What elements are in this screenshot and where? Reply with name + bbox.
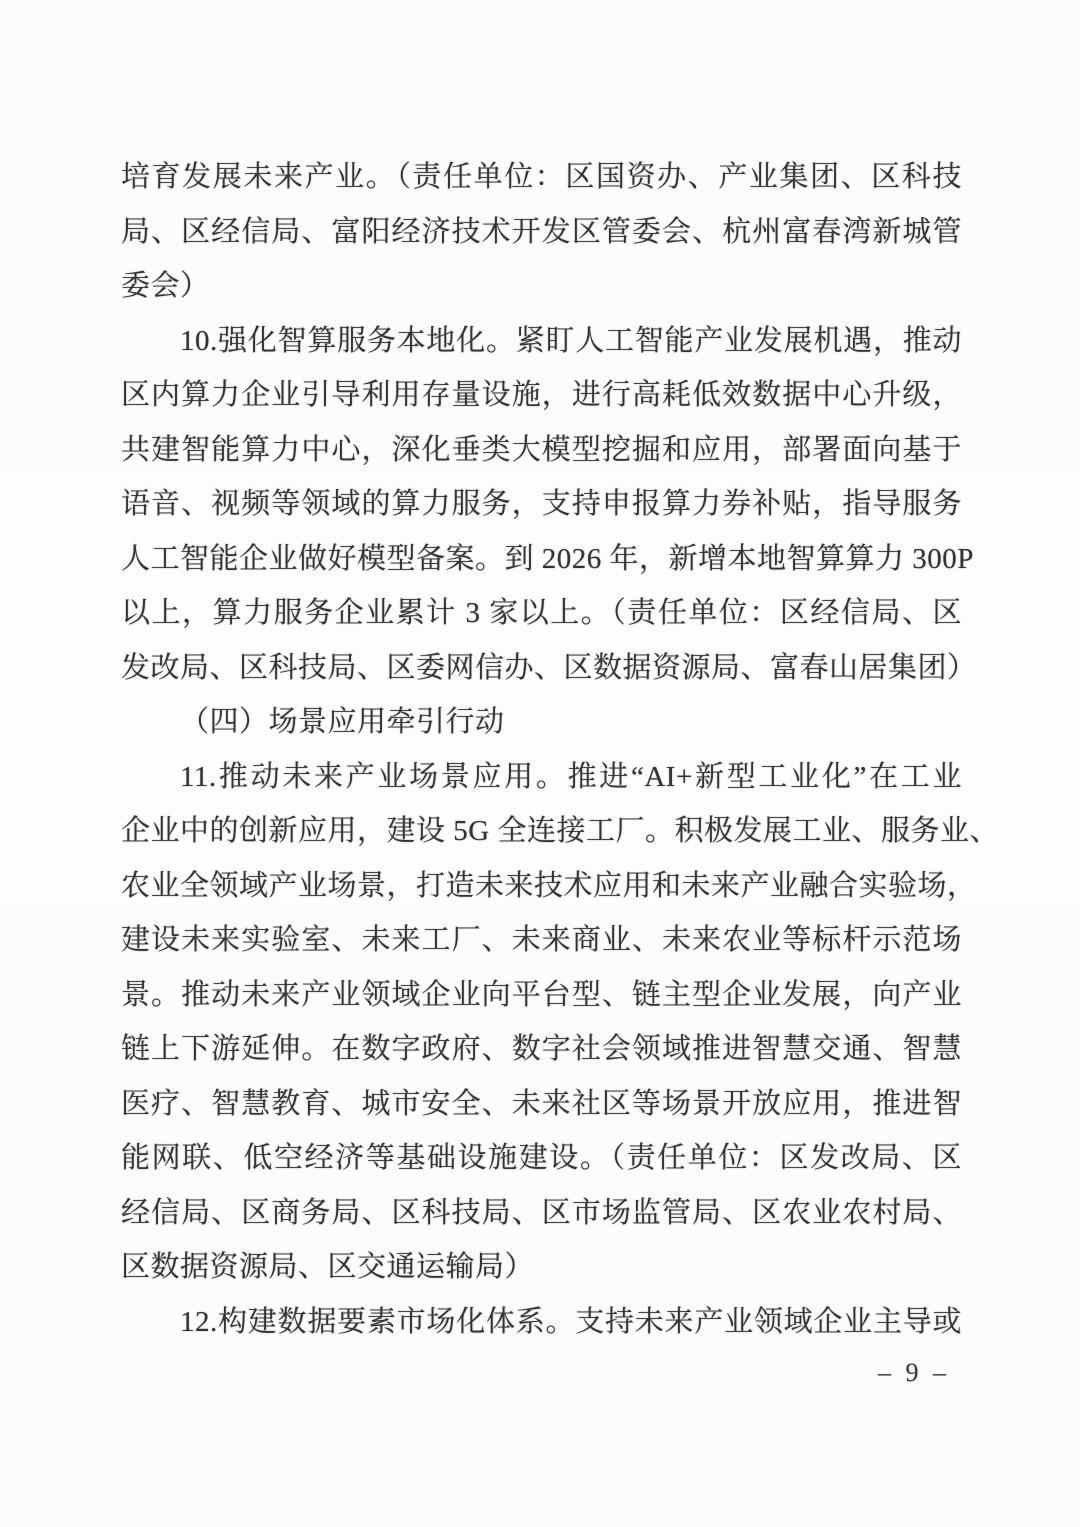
text-line-item-12-heading: 12.构建数据要素市场化体系。支持未来产业领域企业主导或 — [180, 1305, 962, 1338]
text-line: 景。推动未来产业领域企业向平台型、链主型企业发展，向产业 — [121, 978, 962, 1011]
text-line: 经信局、区商务局、区科技局、区市场监管局、区农业农村局、 — [121, 1196, 962, 1229]
text-line: 医疗、智慧教育、城市安全、未来社区等场景开放应用，推进智 — [121, 1087, 962, 1120]
text-line: 培育发展未来产业。（责任单位：区国资办、产业集团、区科技 — [121, 161, 962, 193]
text-line: 农业全领域产业场景，打造未来技术应用和未来产业融合实验场， — [121, 869, 977, 902]
text-line: 共建智能算力中心，深化垂类大模型挖掘和应用，部署面向基于 — [121, 433, 962, 466]
text-line: 人工智能企业做好模型备案。到 2026 年，新增本地智算算力 300P — [121, 542, 974, 575]
section-heading-4: （四）场景应用牵引行动 — [180, 706, 505, 738]
text-line: 发改局、区科技局、区委网信办、区数据资源局、富春山居集团） — [121, 651, 977, 684]
text-line: 区内算力企业引导利用存量设施，进行高耗低效数据中心升级， — [121, 379, 962, 411]
document-body — [121, 150, 999, 1393]
text-line: 以上，算力服务企业累计 3 家以上。（责任单位：区经信局、区 — [121, 597, 962, 629]
text-line-item-11-heading: 11.推动未来产业场景应用。推进“AI+新型工业化”在工业 — [180, 760, 962, 793]
text-line: 建设未来实验室、未来工厂、未来商业、未来农业等标杆示范场 — [121, 924, 962, 956]
text-line: 能网联、低空经济等基础设施建设。（责任单位：区发改局、区 — [121, 1142, 962, 1174]
text-line: 局、区经信局、富阳经济技术开发区管委会、杭州富春湾新城管 — [121, 215, 962, 248]
text-line: 委会） — [121, 270, 210, 302]
text-line: 语音、视频等领域的算力服务，支持申报算力券补贴，指导服务 — [121, 488, 962, 520]
text-line-item-10-heading: 10.强化智算服务本地化。紧盯人工智能产业发展机遇，推动 — [180, 324, 962, 357]
page-number: – 9 – — [878, 1358, 950, 1387]
text-line: 链上下游延伸。在数字政府、数字社会领域推进智慧交通、智慧 — [121, 1033, 962, 1065]
text-line: 企业中的创新应用，建设 5G 全连接工厂。积极发展工业、服务业、 — [121, 815, 999, 847]
text-line: 区数据资源局、区交通运输局） — [121, 1251, 535, 1283]
